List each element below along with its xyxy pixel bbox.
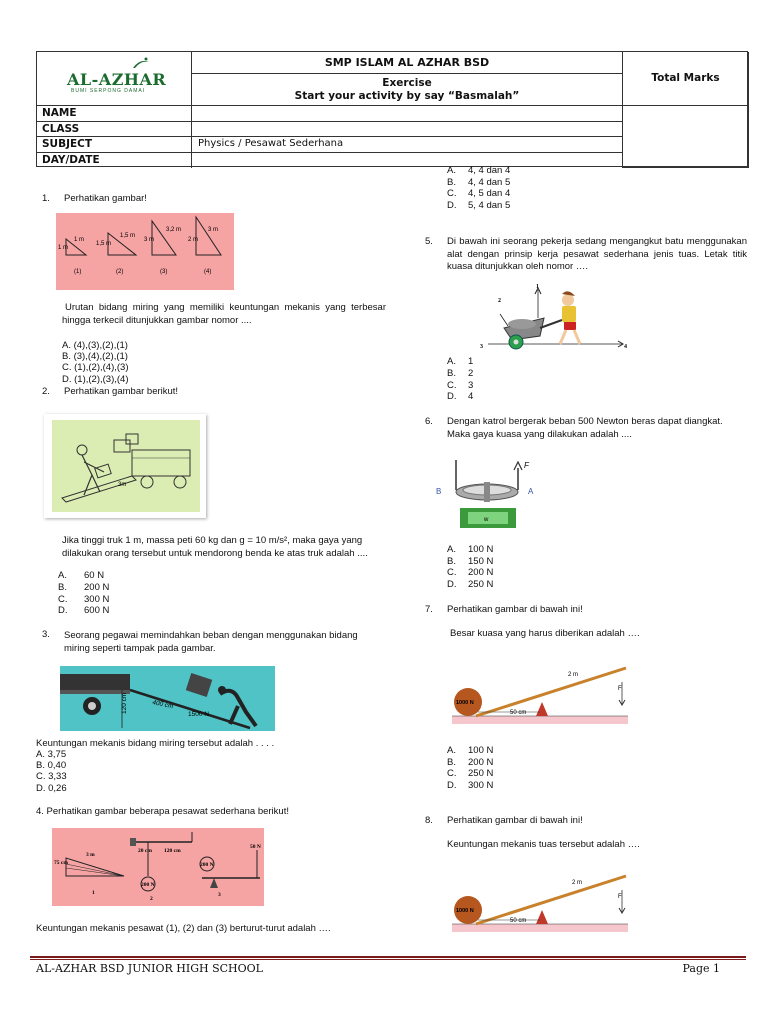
q3-option-b[interactable]: B. 0,40 <box>36 760 67 771</box>
q3-figure <box>60 666 275 731</box>
q6-fig-label: A <box>528 487 534 496</box>
q2-option-c-value[interactable]: 300 N <box>84 594 110 605</box>
q3-number: 3. <box>42 629 50 640</box>
q4-fig-label: 50 N <box>250 844 261 850</box>
instruction-label: Start your activity by say “Basmalah” <box>294 90 520 102</box>
q4-option-b-value[interactable]: 4, 4 dan 5 <box>468 177 511 188</box>
q6-option-a[interactable]: A. <box>447 544 456 555</box>
q2-option-a-value[interactable]: 60 N <box>84 570 105 581</box>
q1-fig-label: (3) <box>160 269 168 275</box>
q4-fig-label: 75 cm <box>54 860 68 866</box>
q5-text: Di bawah ini seorang pekerja sedang mengangkut batu menggunakan alat dengan prinsip kerja pesawat sederhana jenis tuas. Letak titik kuasa ditunjukkan oleh nomor …. <box>447 236 747 272</box>
q1-fig-label: 1 m <box>58 245 69 251</box>
q5-option-c[interactable]: C. <box>447 380 457 391</box>
q1-text: Perhatikan gambar! <box>64 193 147 204</box>
q1-fig-label: 1,5 m <box>120 233 136 239</box>
q8-question: Keuntungan mekanis tuas tersebut adalah …. <box>447 839 640 850</box>
total-marks-label: Total Marks <box>623 52 749 106</box>
q3-fig-label: 400 cm <box>151 699 174 711</box>
q4-option-d-value[interactable]: 5, 4 dan 5 <box>468 200 511 211</box>
q7-option-c[interactable]: C. <box>447 768 457 779</box>
q1-fig-label: (2) <box>116 269 124 275</box>
q1-option-d[interactable]: D. (1),(2),(3),(4) <box>62 374 129 385</box>
q4-fig-label: 20 cm <box>138 848 152 854</box>
q5-option-a[interactable]: A. <box>447 356 456 367</box>
q5-option-b-value[interactable]: 2 <box>468 368 474 379</box>
q4-question: Keuntungan mekanis pesawat (1), (2) dan (3) berturut-turut adalah …. <box>36 923 331 934</box>
q1-fig-label: 1,5 m <box>96 241 112 247</box>
school-name: SMP ISLAM AL AZHAR BSD <box>192 52 623 74</box>
q7-question: Besar kuasa yang harus diberikan adalah …. <box>450 628 640 639</box>
q3-fig-label: 1500 N <box>188 711 209 718</box>
q7-option-b[interactable]: B. <box>447 757 456 768</box>
q3-fig-label: 120 cm <box>121 692 128 714</box>
q6-option-b[interactable]: B. <box>447 556 456 567</box>
q7-number: 7. <box>425 604 433 615</box>
q8-figure <box>450 872 630 936</box>
header-table <box>36 51 748 167</box>
q6-figure <box>432 454 542 530</box>
date-label: DAY/DATE <box>37 153 192 169</box>
q5-option-c-value[interactable]: 3 <box>468 380 474 391</box>
q5-fig-label: 3 <box>480 344 483 350</box>
subject-field[interactable]: Physics / Pesawat Sederhana <box>192 137 623 153</box>
logo-text: AL-AZHAR <box>67 70 167 89</box>
q7-option-d[interactable]: D. <box>447 780 457 791</box>
footer-school: AL-AZHAR BSD JUNIOR HIGH SCHOOL <box>36 962 263 975</box>
q4-fig-label: 3 <box>218 892 221 898</box>
class-label: CLASS <box>37 122 192 138</box>
q1-option-a[interactable]: A. (4),(3),(2),(1) <box>62 340 128 351</box>
date-field[interactable] <box>192 153 623 169</box>
q6-option-c-value[interactable]: 200 N <box>468 567 494 578</box>
q2-number: 2. <box>42 386 50 397</box>
q2-option-c[interactable]: C. <box>58 594 68 605</box>
q5-fig-label: 4 <box>624 344 627 350</box>
q4-fig-label: 3 m <box>86 852 95 858</box>
q6-option-b-value[interactable]: 150 N <box>468 556 494 567</box>
q3-option-c[interactable]: C. 3,33 <box>36 771 67 782</box>
q4-option-b[interactable]: B. <box>447 177 456 188</box>
q5-option-d[interactable]: D. <box>447 391 457 402</box>
q4-fig-label: 1 <box>92 890 95 896</box>
q3-text: Seorang pegawai memindahkan beban dengan menggunakan bidang miring seperti tampak pada gambar. <box>64 630 358 654</box>
q4-fig-label: 200 N <box>141 882 155 888</box>
q4-option-c[interactable]: C. <box>447 188 457 199</box>
q2-option-d[interactable]: D. <box>58 605 68 616</box>
q5-option-b[interactable]: B. <box>447 368 456 379</box>
q7-option-a[interactable]: A. <box>447 745 456 756</box>
exercise-label: Exercise <box>382 77 432 89</box>
subject-label: SUBJECT <box>37 137 192 153</box>
q6-fig-label: F <box>524 461 529 470</box>
q1-fig-label: 1 m <box>74 237 85 243</box>
footer-divider <box>30 956 746 958</box>
q2-fig-label: 3m <box>118 482 127 488</box>
q5-fig-label: 1 <box>536 284 539 290</box>
q6-fig-label: w <box>484 517 489 523</box>
class-field[interactable] <box>192 122 623 138</box>
q4-figure <box>52 828 264 906</box>
name-field[interactable] <box>192 106 623 122</box>
q5-figure <box>470 284 630 354</box>
q4-option-a-value[interactable]: 4, 4 dan 4 <box>468 165 511 176</box>
q1-fig-label: 2 m <box>188 237 199 243</box>
q2-question: Jika tinggi truk 1 m, massa peti 60 kg dan g = 10 m/s², maka gaya yang dilakukan orang tersebut untuk mendorong benda ke atas truk adalah .... <box>62 535 368 559</box>
q2-option-b-value[interactable]: 200 N <box>84 582 110 593</box>
q2-figure <box>44 414 206 518</box>
q7-option-c-value[interactable]: 250 N <box>468 768 494 779</box>
q1-figure <box>56 213 234 290</box>
q8-fig-label: 1000 N <box>456 908 474 914</box>
q3-option-d[interactable]: D. 0,26 <box>36 783 67 794</box>
q8-fig-label: 2 m <box>572 880 583 886</box>
q4-fig-label: 200 N <box>200 862 214 868</box>
q6-text: Dengan katrol bergerak beban 500 Newton beras dapat diangkat. Maka gaya kuasa yang dilakukan adalah .... <box>447 416 723 440</box>
q8-text: Perhatikan gambar di bawah ini! <box>447 815 583 826</box>
q4-option-c-value[interactable]: 4, 5 dan 4 <box>468 188 511 199</box>
q1-question: Urutan bidang miring yang memiliki keuntungan mekanis yang terbesar hingga terkecil ditunjukkan gambar nomor .... <box>62 302 386 326</box>
q3-question: Keuntungan mekanis bidang miring tersebut adalah . . . . <box>36 738 275 749</box>
q6-option-d[interactable]: D. <box>447 579 457 590</box>
q1-fig-label: (4) <box>204 269 212 275</box>
q2-option-a[interactable]: A. <box>58 570 67 581</box>
q4-option-d[interactable]: D. <box>447 200 457 211</box>
q7-fig-label: 50 cm <box>510 710 527 716</box>
q2-text: Perhatikan gambar berikut! <box>64 386 179 397</box>
q8-number: 8. <box>425 815 433 826</box>
q7-fig-label: 2 m <box>568 672 579 678</box>
q5-fig-label: 2 <box>498 298 501 304</box>
q4-text: 4. Perhatikan gambar beberapa pesawat sederhana berikut! <box>36 806 289 817</box>
logo-cell <box>37 52 192 106</box>
q1-option-b[interactable]: B. (3),(4),(2),(1) <box>62 351 128 362</box>
q1-fig-label: (1) <box>74 269 82 275</box>
q5-option-a-value[interactable]: 1 <box>468 356 474 367</box>
name-label: NAME <box>37 106 192 122</box>
page-number: Page 1 <box>682 962 720 975</box>
q2-option-d-value[interactable]: 600 N <box>84 605 110 616</box>
q7-option-b-value[interactable]: 200 N <box>468 757 494 768</box>
q7-option-d-value[interactable]: 300 N <box>468 780 494 791</box>
q1-fig-label: 3 m <box>208 227 219 233</box>
logo-subtitle: BUMI SERPONG DAMAI <box>71 88 146 94</box>
q7-text: Perhatikan gambar di bawah ini! <box>447 604 583 615</box>
q6-option-c[interactable]: C. <box>447 567 457 578</box>
q7-fig-label: 1000 N <box>456 700 474 706</box>
q4-option-a[interactable]: A. <box>447 165 456 176</box>
footer-divider <box>30 959 746 960</box>
q7-figure <box>450 664 630 728</box>
q7-fig-label: F <box>618 686 622 692</box>
q4-fig-label: 2 <box>150 896 153 902</box>
total-marks-box[interactable] <box>623 106 749 168</box>
q1-option-c[interactable]: C. (1),(2),(4),(3) <box>62 362 129 373</box>
q7-option-a-value[interactable]: 100 N <box>468 745 494 756</box>
exercise-title <box>192 74 623 106</box>
q2-option-b[interactable]: B. <box>58 582 67 593</box>
q4-fig-label: 120 cm <box>164 848 181 854</box>
q1-fig-label: 3,2 m <box>166 227 182 233</box>
q1-number: 1. <box>42 193 50 204</box>
q5-number: 5. <box>425 236 433 247</box>
q6-fig-label: B <box>436 487 442 496</box>
q6-number: 6. <box>425 416 433 427</box>
q6-option-a-value[interactable]: 100 N <box>468 544 494 555</box>
q8-fig-label: 50 cm <box>510 918 527 924</box>
q3-option-a[interactable]: A. 3,75 <box>36 749 67 760</box>
q1-fig-label: 3 m <box>144 237 155 243</box>
q6-option-d-value[interactable]: 250 N <box>468 579 494 590</box>
q5-option-d-value[interactable]: 4 <box>468 391 474 402</box>
q8-fig-label: F <box>618 894 622 900</box>
